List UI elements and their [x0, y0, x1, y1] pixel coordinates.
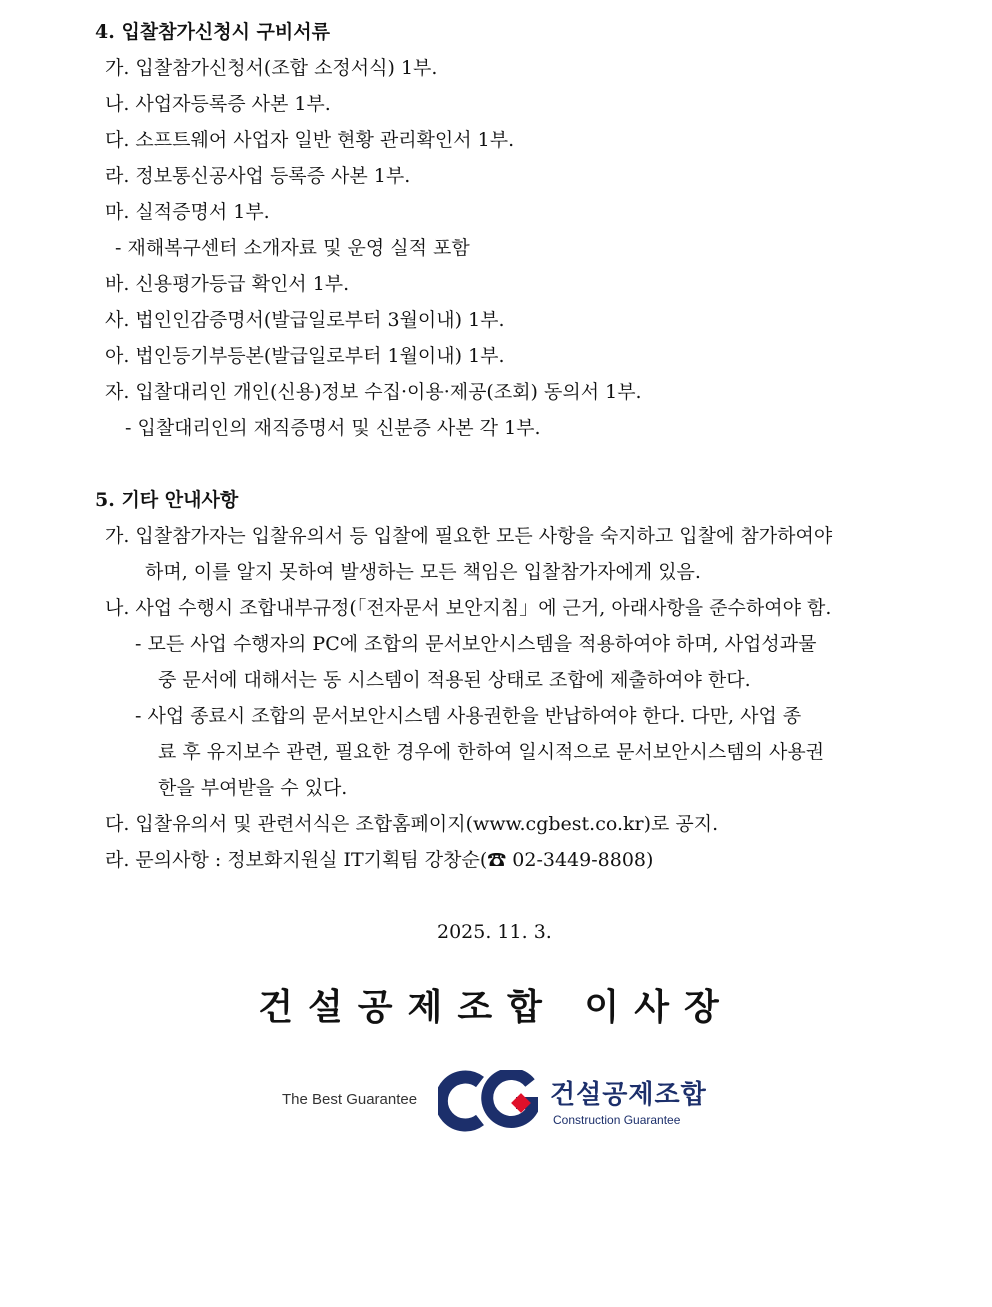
organization-logo [280, 1068, 720, 1138]
section-4-item-ja: 자. 입찰대리인 개인(신용)정보 수집·이용·제공(조회) 동의서 1부. [105, 381, 642, 403]
section-5-line-10: 라. 문의사항 : 정보화지원실 IT기획팀 강창순(☎ 02-3449-8808) [105, 849, 654, 871]
cg-logo-icon [438, 1070, 546, 1136]
section-4-item-ga: 가. 입찰참가신청서(조합 소정서식) 1부. [105, 57, 438, 79]
section-5-line-7: 료 후 유지보수 관련, 필요한 경우에 한하여 일시적으로 문서보안시스템의 사용권 [158, 741, 825, 763]
section-4-item-ja-sub: - 입찰대리인의 재직증명서 및 신분증 사본 각 1부. [125, 417, 541, 439]
section-5-heading: 5. 기타 안내사항 [95, 489, 239, 511]
section-4-item-a: 아. 법인등기부등본(발급일로부터 1월이내) 1부. [105, 345, 505, 367]
logo-tagline: The Best Guarantee [282, 1091, 418, 1108]
section-4-item-da: 다. 소프트웨어 사업자 일반 현황 관리확인서 1부. [105, 129, 515, 151]
section-4-item-sa: 사. 법인인감증명서(발급일로부터 3월이내) 1부. [105, 309, 505, 331]
logo-org-name-en: Construction Guarantee [553, 1113, 681, 1127]
section-4-item-na: 나. 사업자등록증 사본 1부. [105, 93, 331, 115]
section-4-item-ma-sub: - 재해복구센터 소개자료 및 운영 실적 포함 [115, 237, 470, 259]
section-4-item-ba: 바. 신용평가등급 확인서 1부. [105, 273, 350, 295]
section-5-line-8: 한을 부여받을 수 있다. [158, 777, 348, 799]
section-5-line-2: 하며, 이를 알지 못하여 발생하는 모든 책임은 입찰참가자에게 있음. [145, 561, 701, 583]
section-5-line-9: 다. 입찰유의서 및 관련서식은 조합홈페이지(www.cgbest.co.kr)로 공지. [105, 813, 719, 835]
logo-org-name-ko: 건설공제조합 [550, 1080, 707, 1110]
section-5-line-5: 중 문서에 대해서는 동 시스템이 적용된 상태로 조합에 제출하여야 한다. [158, 669, 751, 691]
section-5-line-1: 가. 입찰참가자는 입찰유의서 등 입찰에 필요한 모든 사항을 숙지하고 입찰에 참가하여야 [105, 525, 833, 547]
section-5-line-3: 나. 사업 수행시 조합내부규정(「전자문서 보안지침」에 근거, 아래사항을 준수하여야 함. [105, 597, 832, 619]
section-5-line-4: - 모든 사업 수행자의 PC에 조합의 문서보안시스템을 적용하여야 하며, 사업성과물 [135, 633, 817, 655]
document-date: 2025. 11. 3. [437, 921, 552, 943]
section-4-item-ra: 라. 정보통신공사업 등록증 사본 1부. [105, 165, 411, 187]
section-4-heading: 4. 입찰참가신청시 구비서류 [95, 21, 330, 43]
section-5-line-6: - 사업 종료시 조합의 문서보안시스템 사용권한을 반납하여야 한다. 다만, 사업 종 [135, 705, 802, 727]
signer-title: 건설공제조합 이사장 [258, 987, 734, 1028]
section-4-item-ma: 마. 실적증명서 1부. [105, 201, 270, 223]
